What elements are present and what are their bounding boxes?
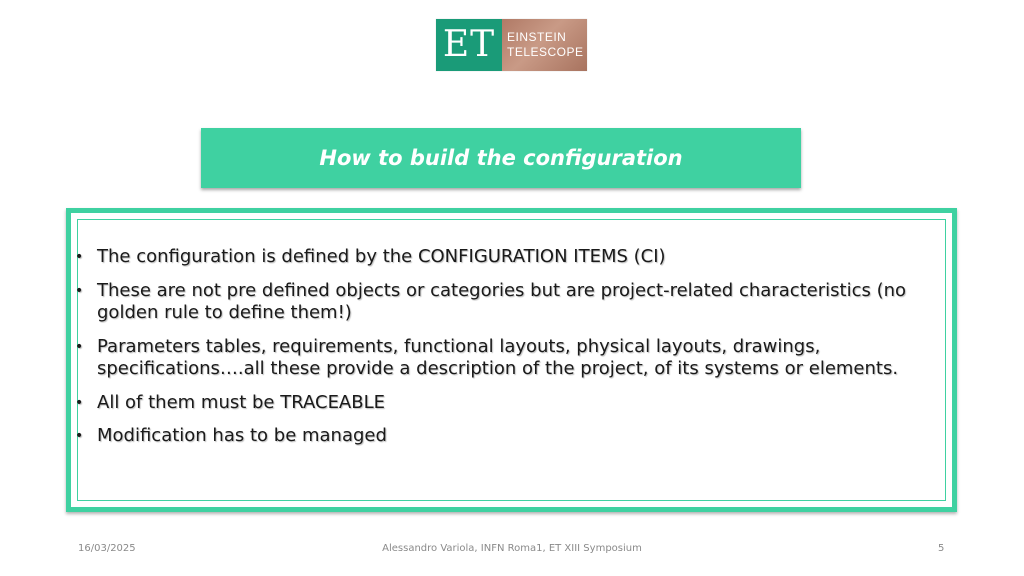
logo-line-1: EINSTEIN	[507, 30, 567, 44]
logo-mark: ET	[436, 19, 502, 71]
bullet-item	[72, 392, 912, 415]
bullet-text: Parameters tables, requirements, functional layouts, physical layouts, drawings, specifications….all these provide a description of the project, of its systems or elements.	[97, 335, 899, 379]
bullet-text: These are not pre defined objects or categories but are project-related characteristics (no golden rule to define them!)	[97, 279, 907, 323]
bullet-icon: •	[75, 249, 84, 265]
bullet-icon: •	[75, 394, 84, 411]
page-number: 5	[938, 543, 945, 554]
bullet-text: The configuration is defined by the CONFIGURATION ITEMS (CI)	[97, 246, 666, 267]
logo-line-2: TELESCOPE	[507, 45, 584, 59]
einstein-telescope-logo	[436, 19, 587, 71]
bullet-item	[72, 336, 912, 381]
bullet-text: All of them must be TRACEABLE	[97, 391, 385, 413]
footer-author: Alessandro Variola, INFN Roma1, ET XIII Symposium	[382, 543, 642, 554]
bullet-text: Modification has to be managed	[97, 425, 387, 446]
footer-date: 16/03/2025	[78, 543, 136, 554]
bullet-item	[72, 425, 912, 448]
bullet-item	[72, 246, 912, 269]
logo-wordmark	[502, 19, 587, 71]
bullet-icon: •	[75, 282, 84, 299]
bullet-item	[72, 280, 912, 325]
bullet-icon: •	[75, 428, 84, 444]
slide-title-box	[201, 128, 801, 188]
bullet-icon: •	[75, 338, 84, 355]
slide-title: How to build the configuration	[319, 146, 683, 170]
bullet-list	[72, 246, 912, 459]
